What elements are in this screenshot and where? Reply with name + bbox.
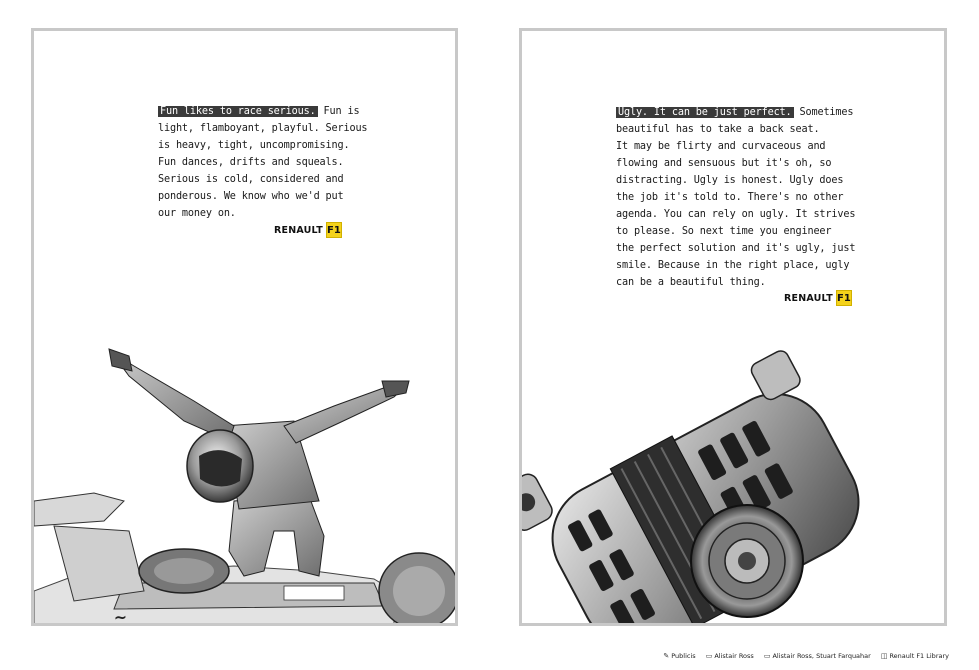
- left-ad-line-3: is heavy, tight, uncompromising.: [158, 140, 350, 151]
- alternator-icon: [522, 31, 947, 626]
- right-ad-line-1: Ugly. It can be just perfect. Sometimes: [618, 107, 854, 118]
- right-ad-line-6: the job it's told to. There's no other: [616, 192, 844, 203]
- credit-photographer: [706, 652, 754, 660]
- right-ad-line-4: flowing and sensuous but it's oh, so: [616, 158, 832, 169]
- right-ad-line-9: the perfect solution and it's ugly, just: [616, 243, 856, 254]
- left-ad-headline: Fun likes to race serious.: [160, 106, 316, 117]
- right-ad-line-10: smile. Because in the right place, ugly: [616, 260, 850, 271]
- right-ad-line-5: distracting. Ugly is honest. Ugly does: [616, 175, 844, 186]
- credit-agency-text: Publicis: [671, 652, 696, 660]
- left-ad-line-7: our money on.: [158, 208, 236, 219]
- svg-text:~: ~: [113, 607, 128, 627]
- driver-celebrating-icon: [34, 31, 458, 626]
- right-ad-line-2: beautiful has to take a back seat.: [616, 124, 820, 135]
- right-ad-line-8: to please. So next time you engineer: [616, 226, 832, 237]
- camera-icon: ▭: [763, 652, 771, 660]
- right-ad-headline: Ugly. It can be just perfect.: [618, 107, 792, 118]
- credit-photographer-text: Alistair Ross: [714, 652, 754, 660]
- right-ad-panel: [519, 28, 947, 626]
- photo-icon: ◫: [880, 652, 888, 660]
- credits-bar: [663, 652, 949, 660]
- credit-photographers: [764, 652, 871, 660]
- left-logo-badge: F1: [326, 222, 342, 238]
- left-ad-line-5: Serious is cold, considered and: [158, 174, 344, 185]
- left-ad-line-6: ponderous. We know who we'd put: [158, 191, 344, 202]
- right-ad-line-11: can be a beautiful thing.: [616, 277, 766, 288]
- right-logo-wordmark: RENAULT: [784, 292, 833, 304]
- left-ad-panel: [31, 28, 458, 626]
- right-logo-badge: F1: [836, 290, 852, 306]
- right-ad-line-7: agenda. You can rely on ugly. It strives: [616, 209, 856, 220]
- left-ad-line-2: light, flamboyant, playful. Serious: [158, 123, 368, 134]
- right-ad-line-3: It may be flirty and curvaceous and: [616, 141, 826, 152]
- pen-icon: ✎: [663, 652, 670, 660]
- credit-library: [881, 652, 949, 660]
- left-ad-line-4: Fun dances, drifts and squeals.: [158, 157, 344, 168]
- credit-library-text: Renault F1 Library: [889, 652, 949, 660]
- credit-agency: [663, 652, 695, 660]
- left-ad-line-1: Fun likes to race serious. Fun is: [160, 106, 360, 117]
- camera-icon: ▭: [705, 652, 713, 660]
- left-logo-wordmark: RENAULT: [274, 224, 323, 236]
- credit-photographers-text: Alistair Ross, Stuart Farquahar: [772, 652, 871, 660]
